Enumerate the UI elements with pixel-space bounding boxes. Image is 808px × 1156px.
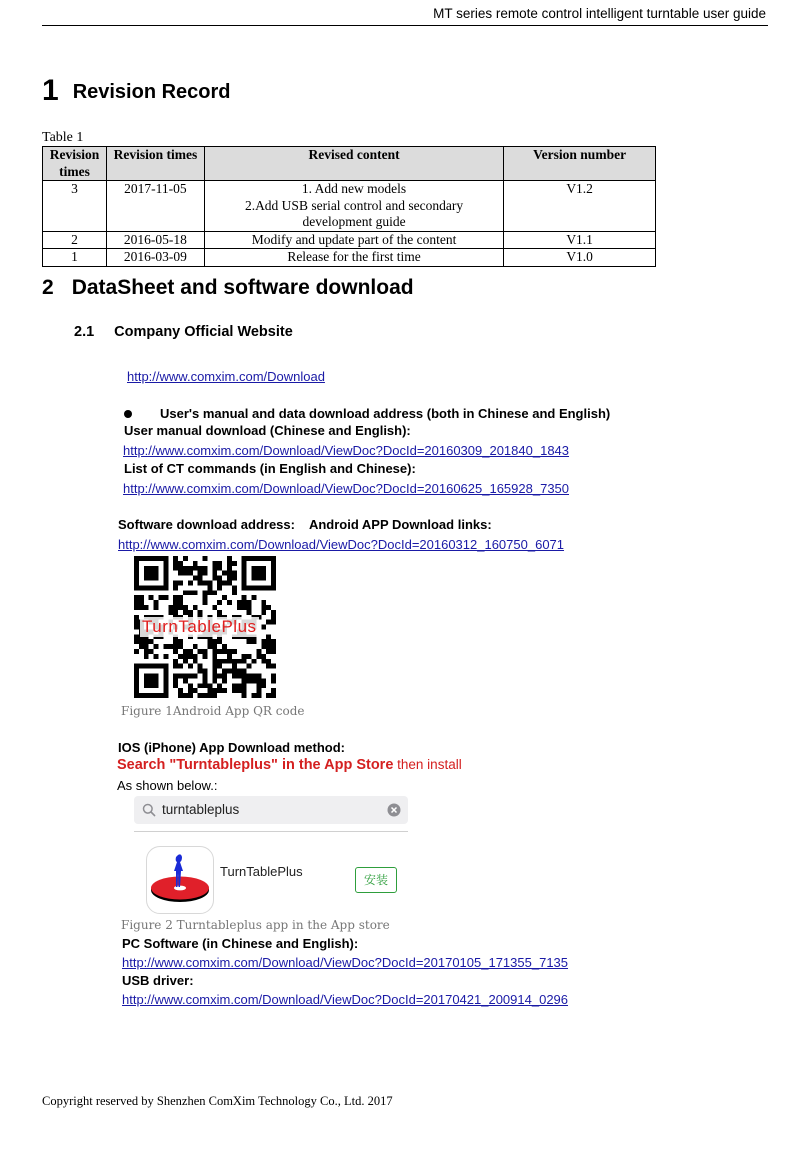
qr-finder-pattern — [242, 556, 276, 590]
cell-date: 2016-03-09 — [106, 249, 204, 267]
install-button[interactable]: 安装 — [355, 867, 397, 893]
ct-commands-label: List of CT commands (in English and Chinese): — [124, 461, 416, 476]
pc-software-link[interactable]: http://www.comxim.com/Download/ViewDoc?DocId=20170105_171355_7135 — [122, 955, 569, 970]
section-2-number: 2 — [42, 276, 54, 299]
usb-driver-label: USB driver: — [122, 973, 194, 988]
section-2-1-title: Company Official Website — [114, 324, 293, 340]
official-website-link[interactable]: http://www.comxim.com/Download — [127, 369, 325, 384]
android-download-link[interactable]: http://www.comxim.com/Download/ViewDoc?DocId=20160312_160750_6071 — [118, 537, 565, 552]
cell-version: V1.0 — [504, 249, 656, 267]
section-2-1-number: 2.1 — [74, 324, 95, 340]
col-header-date: Revision times — [106, 147, 204, 181]
qr-finder-pattern — [134, 664, 168, 698]
manual-download-label: User manual download (Chinese and English): — [124, 423, 411, 438]
cell-rev: 3 — [43, 181, 107, 232]
content-line: 2.Add USB serial control and secondary — [244, 197, 464, 213]
as-shown-below: As shown below.: — [117, 778, 218, 793]
ios-search-instruction — [117, 757, 462, 773]
search-icon — [142, 803, 156, 817]
bullet-icon — [124, 410, 132, 418]
revision-table — [42, 146, 656, 267]
page-header-title: MT series remote control intelligent turntable user guide — [433, 6, 766, 21]
ios-download-label: IOS (iPhone) App Download method: — [118, 740, 345, 755]
manual-download-link[interactable]: http://www.comxim.com/Download/ViewDoc?DocId=20160309_201840_1843 — [123, 443, 570, 458]
page-footer-copyright: Copyright reserved by Shenzhen ComXim Technology Co., Ltd. 2017 — [42, 1094, 393, 1108]
section-1-number: 1 — [42, 74, 59, 107]
section-1-title: Revision Record — [72, 81, 231, 103]
cell-content: Release for the first time — [204, 249, 503, 267]
col-header-content: Revised content — [204, 147, 503, 181]
section-2-title: DataSheet and software download — [71, 276, 414, 299]
qr-finder-pattern — [134, 556, 168, 590]
table-row — [43, 249, 656, 267]
section-1-heading — [42, 74, 231, 108]
table-header-row — [43, 147, 656, 181]
col-header-revision: Revision times — [43, 147, 107, 181]
usb-driver-link[interactable]: http://www.comxim.com/Download/ViewDoc?DocId=20170421_200914_0296 — [122, 992, 569, 1007]
turntable-icon — [147, 847, 213, 913]
section-2-1-heading — [74, 324, 293, 340]
ct-commands-link[interactable]: http://www.comxim.com/Download/ViewDoc?DocId=20160625_165928_7350 — [123, 481, 570, 496]
bullet-item — [124, 405, 610, 423]
cell-rev: 2 — [43, 231, 107, 249]
turntableplus-app-icon[interactable] — [146, 846, 214, 914]
section-2-heading — [42, 276, 414, 300]
cell-rev: 1 — [43, 249, 107, 267]
ios-search-strong: Search "Turntableplus" in the App Store — [117, 757, 394, 773]
content-line: development guide — [302, 214, 406, 229]
cell-date: 2017-11-05 — [106, 181, 204, 232]
figure-1-caption: Figure 1Android App QR code — [121, 704, 305, 718]
col-header-version: Version number — [504, 147, 656, 181]
cell-version: V1.1 — [504, 231, 656, 249]
bullet-text: User's manual and data download address (both in Chinese and English) — [160, 406, 611, 421]
cell-content — [204, 181, 503, 232]
cell-date: 2016-05-18 — [106, 231, 204, 249]
clear-search-icon[interactable] — [387, 803, 401, 817]
header-rule — [42, 25, 768, 26]
table-caption: Table 1 — [42, 130, 84, 145]
cell-version: V1.2 — [504, 181, 656, 232]
table-row — [43, 181, 656, 232]
qr-overlay-label: TurnTablePlus — [142, 617, 257, 636]
content-line: 1. Add new models — [301, 181, 407, 196]
app-store-search-query: turntableplus — [162, 802, 240, 817]
table-row — [43, 231, 656, 249]
cell-content: Modify and update part of the content — [204, 231, 503, 249]
app-name: TurnTablePlus — [220, 864, 303, 879]
software-download-label: Software download address: Android APP Download links: — [118, 517, 492, 532]
pc-software-label: PC Software (in Chinese and English): — [122, 936, 359, 951]
ios-search-rest: then install — [393, 757, 462, 772]
search-divider — [134, 831, 408, 832]
figure-2-caption: Figure 2 Turntableplus app in the App store — [121, 918, 390, 932]
